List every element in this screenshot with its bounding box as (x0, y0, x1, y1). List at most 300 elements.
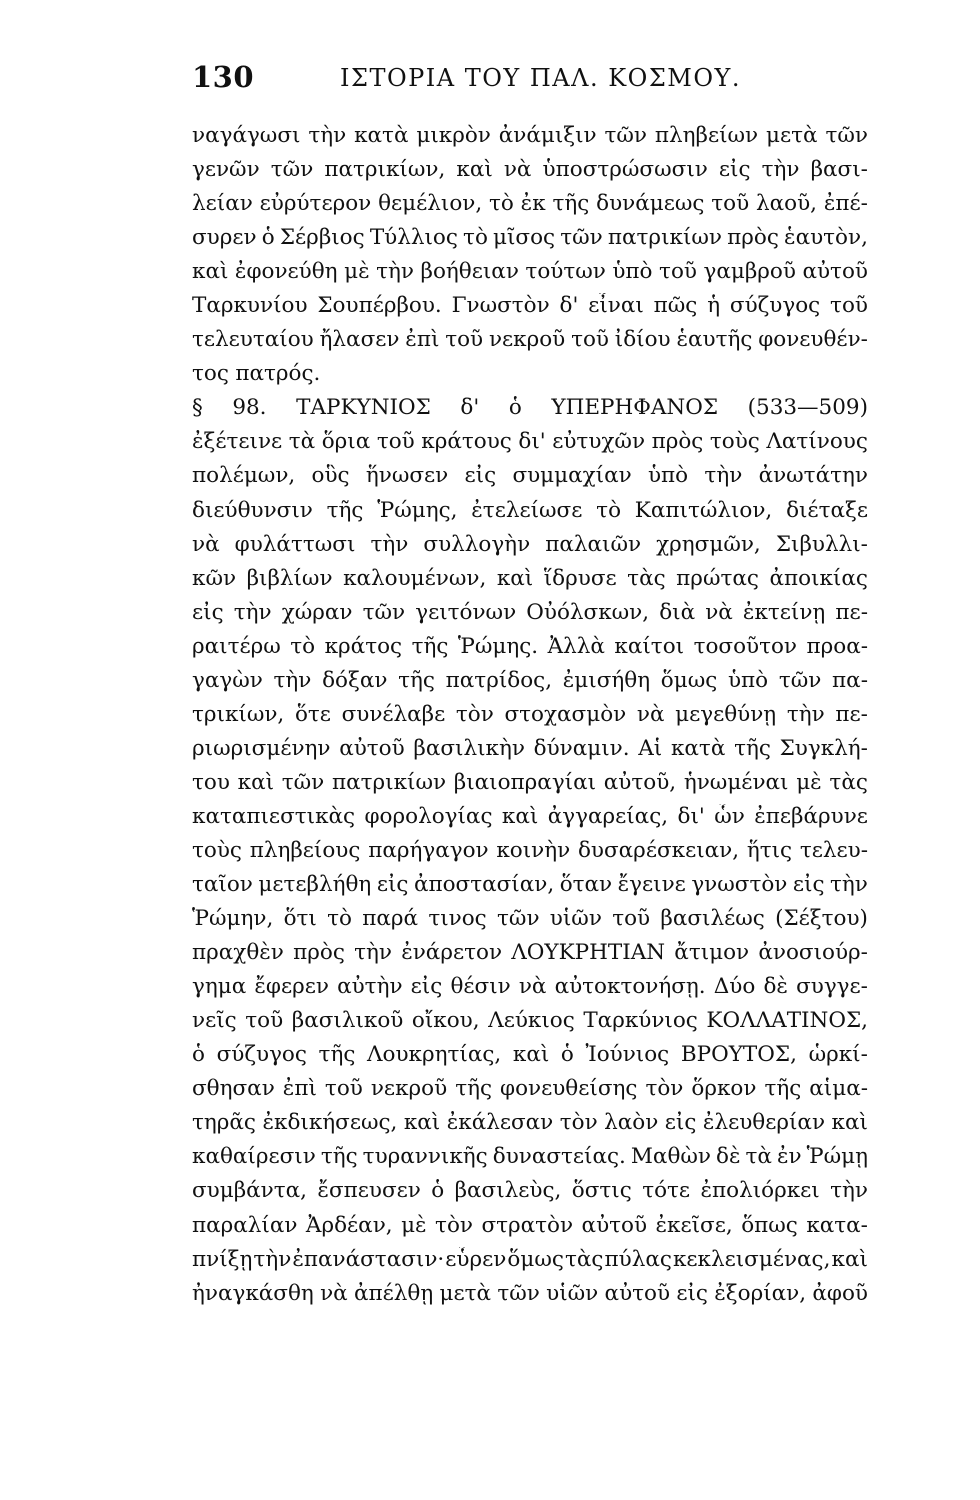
word: πε- (835, 599, 868, 625)
word: καίτοι (614, 633, 685, 659)
word: τὴν (354, 940, 392, 966)
text-line (192, 1178, 868, 1212)
word: ἐπὶ (282, 1076, 317, 1102)
word: ἐπεβάρυνε (754, 803, 868, 829)
word: τῶν (281, 769, 325, 795)
word: θέσιν (450, 974, 511, 1000)
word: πατρίδος, (445, 667, 553, 693)
word: Δύο (713, 974, 756, 1000)
word: Σέρβιος (279, 225, 365, 251)
word: τελευταίου (192, 327, 314, 353)
word: τοῦ (324, 1076, 363, 1102)
word: Συγκλή- (779, 735, 868, 761)
word: μῖσος (493, 225, 556, 251)
word: τῶν (497, 1280, 540, 1306)
word: καὶ (831, 1110, 868, 1136)
word: Ῥώμην, (192, 906, 274, 932)
word: διεύθυνσιν (192, 497, 313, 523)
word: εἰς (664, 1110, 697, 1136)
word: τὰ (745, 1144, 772, 1170)
word: κοινὴν (496, 837, 571, 863)
word: Σιβυλλι- (775, 531, 868, 557)
word: Οὐόλσκων, (526, 599, 650, 625)
word: χρησμῶν, (656, 531, 761, 557)
word: κατα- (806, 1212, 868, 1238)
word: τὰ (288, 429, 316, 455)
word: ὁ (431, 1178, 445, 1204)
word: ἐλευθερίαν (702, 1110, 826, 1136)
word: βασιλικὴν (413, 735, 525, 761)
word: νεκροῦ (488, 327, 566, 353)
word: τὴν (376, 259, 414, 285)
word: ἠναγκάσθη (192, 1280, 314, 1306)
word: τοὺς (709, 429, 760, 455)
text-line (192, 532, 868, 566)
word: γειτόνων (415, 599, 517, 625)
word: καὶ (192, 259, 229, 285)
word: τῶν (270, 157, 314, 183)
word: κεκλεισμένας, (672, 1246, 831, 1272)
text-line (192, 838, 868, 872)
word: τῆς (734, 735, 771, 761)
word: σθησαν (192, 1076, 275, 1102)
word: τῆς (764, 1076, 802, 1102)
word: ἐτελείωσε (471, 497, 583, 523)
word: τὸ (463, 225, 488, 251)
word: μετὰ (766, 123, 818, 148)
word: ὁ (508, 395, 522, 421)
word: ἐκτείνῃ (742, 599, 826, 625)
text-line (192, 872, 868, 906)
word: ἐξορίαν, (714, 1280, 807, 1306)
text-line (192, 974, 868, 1008)
word: Ῥώμης, (377, 497, 458, 523)
word: καὶ (496, 565, 534, 591)
word: μετεβλήθη (258, 872, 372, 898)
word: ὁ (560, 1042, 574, 1068)
text-line (192, 634, 868, 668)
word: νὰ (320, 1280, 348, 1306)
word: πληβείων (654, 123, 759, 148)
word: φονευθείσης (500, 1076, 638, 1102)
word: σύζυγος (729, 293, 821, 319)
word: 98. (232, 395, 267, 421)
word: ἐπὶ (405, 327, 440, 353)
word: Αἱ (638, 735, 663, 761)
word: τοῦ (445, 327, 484, 353)
word: γαμβροῦ (703, 259, 796, 285)
word: τὸν (455, 701, 494, 727)
word: τὴν (233, 599, 272, 625)
word: ὡρκί- (808, 1042, 868, 1068)
word: αἱμα- (809, 1076, 868, 1102)
text-line (192, 702, 868, 736)
word: κῶν (192, 565, 237, 591)
word: μετὰ (439, 1280, 492, 1306)
word: υἱῶν (549, 906, 602, 932)
word: πύλας (604, 1246, 672, 1272)
word: ἀπέλθῃ (353, 1280, 434, 1306)
text-line (192, 429, 868, 463)
word: πρώτας (676, 565, 759, 591)
word: καὶ (403, 1110, 441, 1136)
text-line (192, 566, 868, 600)
word: καὶ (456, 157, 493, 183)
text-line (192, 463, 868, 497)
word: στρατὸν (481, 1212, 574, 1238)
word: θεμέλιον, (378, 191, 483, 217)
word: πληβείους (249, 837, 361, 863)
body-text (192, 123, 868, 1315)
word: μεγεθύνῃ (675, 701, 777, 727)
word: ἔφερεν (254, 974, 329, 1000)
text-line (192, 668, 868, 702)
word: του (192, 769, 230, 795)
word: τὴν (273, 667, 312, 693)
word: ὑπὸ (612, 259, 653, 285)
word: αὐτοῦ, (603, 769, 677, 795)
word: πρὸς (651, 429, 704, 455)
word: εἰς (464, 463, 497, 489)
word: λείαν (192, 191, 253, 217)
word: ἥνωσεν (365, 463, 449, 489)
word: εὐρύτερον (259, 191, 372, 217)
word: κράτους (421, 429, 512, 455)
text-line (192, 259, 868, 293)
word: γνωστὸν (691, 872, 788, 898)
word: αὐτὴν (337, 974, 403, 1000)
word: Τύλλιος (369, 225, 458, 251)
word: δὲ (716, 1144, 741, 1170)
word: υἱῶν (546, 1280, 599, 1306)
word: ΤΑΡΚΥΝΙΟΣ (296, 395, 431, 421)
word: Καπιτώλιον, (634, 497, 773, 523)
word: παρά (362, 906, 419, 932)
word: ἵδρυσε (543, 565, 617, 591)
word: Ταρκύνιος (583, 1008, 698, 1034)
word: δύναμιν. (533, 735, 630, 761)
word: τοῦ (245, 1008, 284, 1034)
word: αὐτοκτονήσῃ. (554, 974, 706, 1000)
word: ναγάγωσι (192, 123, 301, 148)
word: τῶν (560, 225, 603, 251)
word: νὰ (503, 157, 532, 183)
word: ὅρια (321, 429, 371, 455)
word: δ' (460, 395, 480, 421)
word: ἐφονεύθη (234, 259, 338, 285)
word: τὴν (830, 872, 868, 898)
word: ἄτιμον (674, 940, 750, 966)
word: καθαίρεσιν (192, 1144, 316, 1170)
word: εὗρεν (445, 1246, 507, 1272)
word: ἡνωμέναι (683, 769, 789, 795)
word: στοχασμὸν (504, 701, 627, 727)
running-title: ΙΣΤΟΡΙΑ ΤΟΥ ΠΑΛ. ΚΟΣΜΟΥ. (340, 64, 742, 92)
word: νὰ (518, 974, 547, 1000)
word: § (192, 395, 203, 421)
word: τῶν (362, 599, 406, 625)
word: εἰς (718, 157, 751, 183)
text-line (192, 498, 868, 532)
word: ραιτέρω (192, 633, 281, 659)
word: νὰ (636, 701, 665, 727)
word: τὸν (559, 1110, 598, 1136)
word: Λουκρητίας, (367, 1042, 502, 1068)
word: συνέλαβε (341, 701, 446, 727)
word: Λεύκιος (488, 1008, 575, 1034)
text-line (192, 1076, 868, 1110)
word: εὐτυχῶν (552, 429, 646, 455)
word: βασιλέως (660, 906, 765, 932)
word: ἐπολιόρκει (700, 1178, 820, 1204)
word: φονευθέν- (758, 327, 868, 353)
word: ἀποικίας (769, 565, 868, 591)
word: τῆς (411, 633, 449, 659)
word: δυναστείας. (492, 1144, 626, 1170)
word: εἰς (676, 1280, 708, 1306)
word: ἐνάρετον (401, 940, 503, 966)
word: δυνάμεως (596, 191, 705, 217)
word: ἀγγαρείας, (547, 803, 669, 829)
word: ἡ (707, 293, 721, 319)
word: τοῦ (376, 429, 415, 455)
word: τότε (642, 1178, 691, 1204)
word: πα- (832, 667, 868, 693)
word: γημα (192, 974, 247, 1000)
word: εἶναι (588, 293, 644, 319)
text-line (192, 1281, 868, 1315)
word: κράτος (324, 633, 403, 659)
word: ὧν (714, 803, 745, 829)
word: τὰς (564, 1246, 604, 1272)
word: ἐπέ- (823, 191, 868, 217)
word: τὴν (786, 701, 825, 727)
word: εἰς (376, 872, 409, 898)
word: βασιλεὺς, (454, 1178, 562, 1204)
word: τος (192, 361, 229, 387)
word: τὴν (761, 157, 800, 183)
word: αὐτοῦ (604, 1280, 671, 1306)
word: Λατίνους (766, 429, 868, 455)
word: Ἀλλὰ (547, 633, 605, 659)
word: τῆς (455, 1076, 493, 1102)
word: ριωρισμένην (192, 735, 331, 761)
word: νεῖς (192, 1008, 237, 1034)
word: ὑποστρώσωσιν (542, 157, 708, 183)
word: τοῦ (612, 906, 651, 932)
word: ΒΡΟΥΤΟΣ, (680, 1042, 797, 1068)
word: μὲ (344, 259, 370, 285)
word: ΥΠΕΡΗΦΑΝΟΣ (551, 395, 719, 421)
word: Ταρκυνίου (192, 293, 308, 319)
word: δι' (677, 803, 705, 829)
word: τῆς (320, 1144, 358, 1170)
word: ἔσπευσεν (317, 1178, 421, 1204)
word: τοῦ (659, 259, 697, 285)
word: τὴν (830, 1178, 868, 1204)
text-line (192, 770, 868, 804)
text-line (192, 1247, 868, 1281)
text-line (192, 1042, 868, 1076)
text-line (192, 906, 868, 940)
word: ὅμως (507, 1246, 564, 1272)
text-line (192, 1110, 868, 1144)
text-line (192, 736, 868, 770)
word: τῆς (552, 191, 590, 217)
word: καὶ (831, 1246, 868, 1272)
word: τηρᾶς (192, 1110, 256, 1136)
word: βοήθειαν (420, 259, 519, 285)
word: νὰ (192, 531, 220, 557)
text-line (192, 600, 868, 634)
word: ἥτις (746, 837, 793, 863)
word: πατρικίων (607, 225, 722, 251)
word: Γνωστὸν (451, 293, 550, 319)
word: παρήγαγον (368, 837, 489, 863)
word: καὶ (512, 1042, 550, 1068)
word: ἐκεῖσε, (655, 1212, 733, 1238)
word: βιαιοπραγίαι (453, 769, 597, 795)
word: δόξαν (322, 667, 388, 693)
word: ἐξέτεινε (192, 429, 283, 455)
word: πατρός. (235, 361, 321, 387)
word: ὅτι (283, 906, 317, 932)
word: συμβάντα, (192, 1178, 307, 1204)
word: τὸ (290, 633, 316, 659)
word: ὁ (192, 1042, 205, 1068)
word: ὑπὸ (727, 667, 769, 693)
word: ΚΟΛΛΑΤΙΝΟΣ, (706, 1008, 868, 1034)
word: ὑπὸ (647, 463, 689, 489)
word: συρεν (192, 225, 257, 251)
word: τῆς (398, 667, 435, 693)
word: βιβλίων (246, 565, 333, 591)
word: δὲ (763, 974, 788, 1000)
word: ἑαυτῆς (676, 327, 753, 353)
word: νεκροῦ (370, 1076, 448, 1102)
word: αὐτοῦ (581, 1212, 648, 1238)
word: παραλίαν (192, 1212, 298, 1238)
word: ὅπως (741, 1212, 798, 1238)
word: ἐκδικήσεως, (262, 1110, 398, 1136)
word: τὸ (596, 497, 622, 523)
word: τοῦ (711, 191, 750, 217)
word: προα- (806, 633, 868, 659)
text-line (192, 395, 868, 429)
word: τὰς (829, 769, 868, 795)
word: νὰ (705, 599, 733, 625)
text-line (192, 123, 868, 157)
word: τῶν (825, 123, 868, 148)
word: τὴν (253, 1246, 292, 1272)
word: τῶν (778, 667, 822, 693)
word: ἀνοσιούρ- (758, 940, 868, 966)
word: φυλάττωσι (234, 531, 356, 557)
word: βασι- (810, 157, 868, 183)
word: τὰς (627, 565, 666, 591)
word: ΛΟΥΚΡΗΤΙΑΝ (511, 940, 666, 966)
word: τὸ (489, 191, 514, 217)
word: καταπιεστικὰς (192, 803, 356, 829)
text-line (192, 804, 868, 838)
word: πολέμων, (192, 463, 296, 489)
word: κατὰ (354, 123, 409, 148)
word: πατρικίων, (324, 157, 446, 183)
word: συγγε- (796, 974, 868, 1000)
word: δ' (559, 293, 579, 319)
text-line (192, 225, 868, 259)
word: μὲ (796, 769, 822, 795)
text-line (192, 327, 868, 361)
word: χώραν (281, 599, 353, 625)
word: αὐτοῦ (802, 259, 868, 285)
word: τοσοῦτον (693, 633, 797, 659)
word: ἐκάλεσαν (446, 1110, 554, 1136)
word: Μαθὼν (630, 1144, 711, 1170)
word: ἔγεινε (617, 872, 686, 898)
word: πατρικίων (331, 769, 447, 795)
text-line (192, 1144, 868, 1178)
word: ἀνωτάτην (758, 463, 868, 489)
page-number: 130 (192, 60, 255, 94)
word: διέταξε (786, 497, 868, 523)
word: πε- (835, 701, 868, 727)
word: τὴν (370, 531, 409, 557)
word: τοῦ (830, 293, 868, 319)
word: εἰς (410, 974, 443, 1000)
word: τῆς (318, 1042, 356, 1068)
word: ἐπανάστασιν· (292, 1246, 445, 1272)
word: ὅταν (559, 872, 613, 898)
word: πρὸς (293, 940, 345, 966)
word: πραχθὲν (192, 940, 284, 966)
word: γενῶν (192, 157, 260, 183)
word: τῶν (497, 906, 540, 932)
word: τὴν (704, 463, 743, 489)
word: Σουπέρβου. (317, 293, 442, 319)
word: ὅρκον (691, 1076, 757, 1102)
word: συμμαχίαν (512, 463, 632, 489)
text-line (192, 940, 868, 974)
text-line (192, 191, 868, 225)
word: ἐκ (520, 191, 546, 217)
word: ἤλασεν (319, 327, 400, 353)
word: οὓς (311, 463, 350, 489)
word: ὁ (261, 225, 275, 251)
text-line (192, 1008, 868, 1042)
word: ταῖον (192, 872, 253, 898)
word: πρὸς (727, 225, 779, 251)
word: τὸ (327, 906, 352, 932)
word: οἴκου, (411, 1008, 480, 1034)
word: δυσαρέσκειαν, (577, 837, 740, 863)
word: αὐτοῦ (339, 735, 405, 761)
word: τῆς (326, 497, 364, 523)
word: ἐμισήθη (562, 667, 651, 693)
word: τοῦ (571, 327, 609, 353)
word: ὅμως (660, 667, 718, 693)
word: Ῥώμης. (457, 633, 539, 659)
text-line (192, 157, 868, 191)
word: τοὺς (192, 837, 242, 863)
word: συλλογὴν (423, 531, 531, 557)
word: ἀποστασίαν, (413, 872, 555, 898)
text-line (192, 293, 868, 327)
word: καὶ (501, 803, 539, 829)
word: φορολογίας (364, 803, 493, 829)
word: γαγὼν (192, 667, 263, 693)
word: μικρὸν (416, 123, 491, 148)
